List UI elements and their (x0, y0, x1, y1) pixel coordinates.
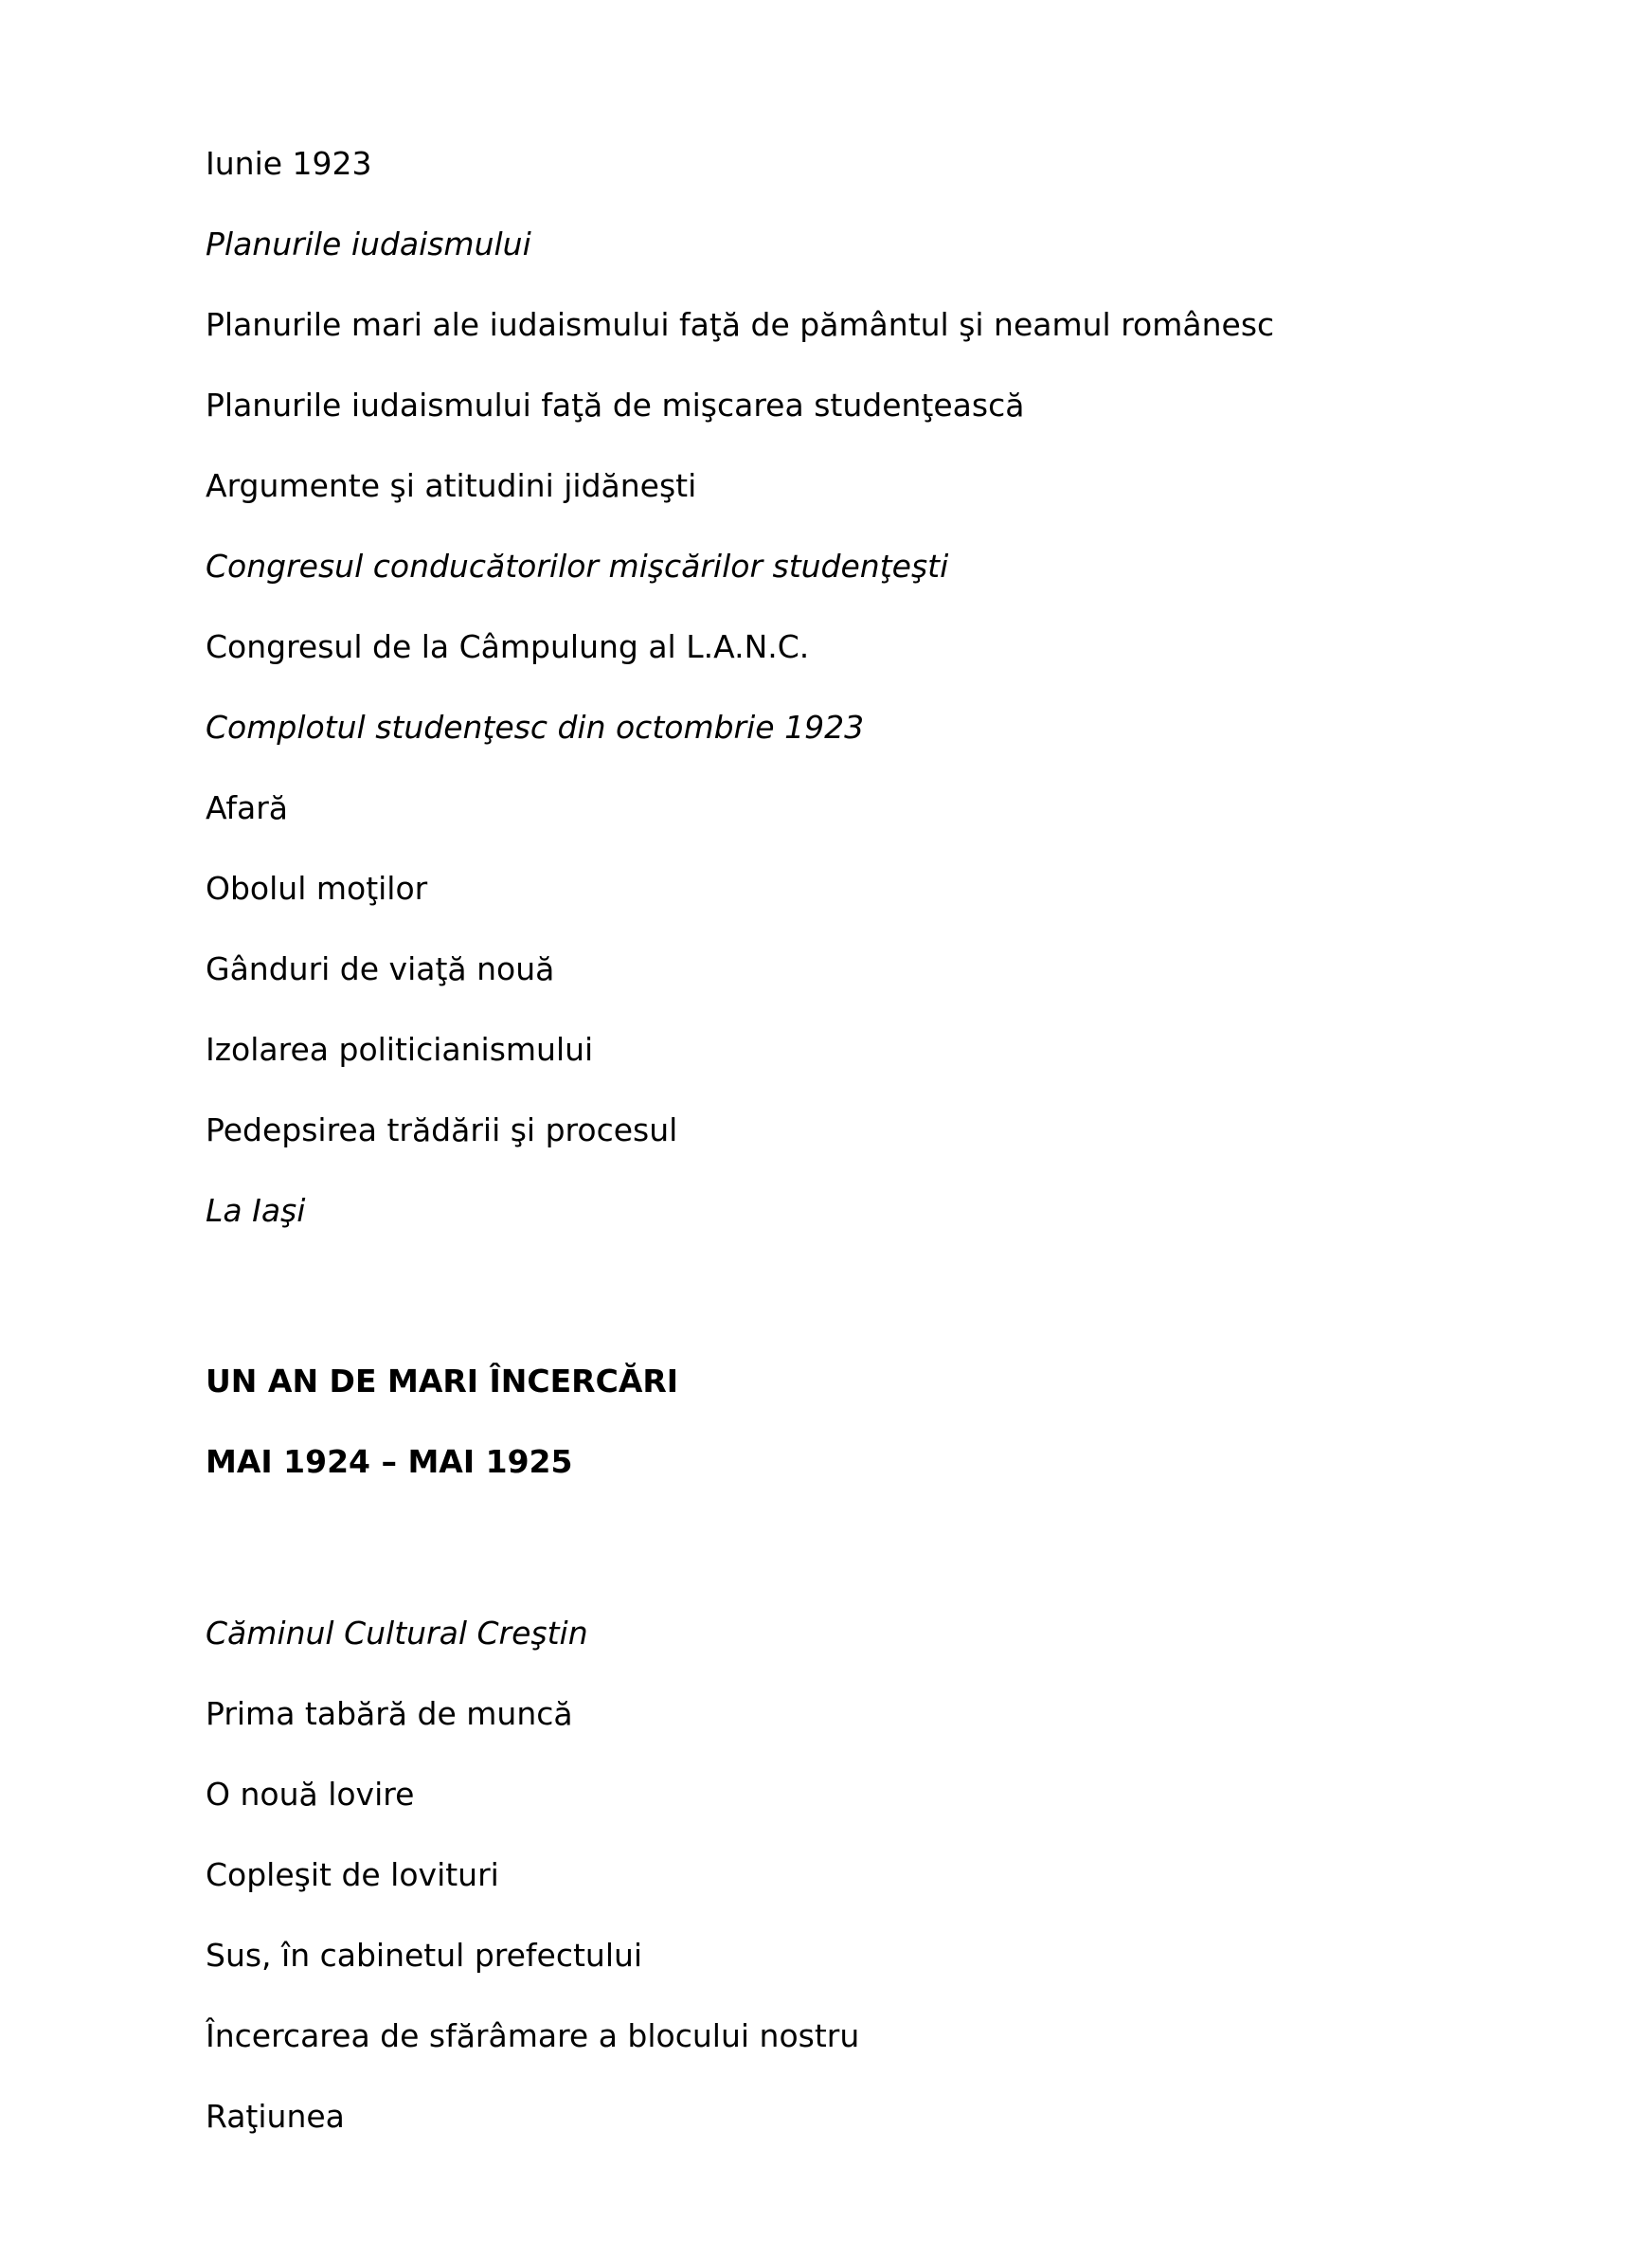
toc-entry: Planurile iudaismului faţă de mişcarea studenţească (206, 387, 1025, 424)
toc-entry: Pedepsirea trădării şi procesul (206, 1111, 678, 1148)
toc-entry: Izolarea politicianismului (206, 1031, 594, 1068)
toc-entry: Planurile mari ale iudaismului faţă de pământul şi neamul românesc (206, 306, 1275, 343)
toc-entry-italic: Congresul conducătorilor mişcărilor studenţeşti (206, 548, 949, 585)
toc-entry-italic: Complotul studenţesc din octombrie 1923 (206, 709, 865, 746)
toc-entry: O nouă lovire (206, 1776, 415, 1813)
toc-entry: Raţiunea (206, 2098, 345, 2135)
toc-entry-italic: Planurile iudaismului (206, 226, 531, 262)
chapter-dates: MAI 1924 – MAI 1925 (206, 1443, 573, 1480)
section-date: Iunie 1923 (206, 145, 372, 182)
toc-entry: Copleşit de lovituri (206, 1856, 499, 1893)
toc-entry: Congresul de la Câmpulung al L.A.N.C. (206, 628, 810, 665)
toc-entry: Argumente şi atitudini jidăneşti (206, 467, 697, 504)
toc-entry: Afară (206, 789, 289, 826)
toc-entry: Sus, în cabinetul prefectului (206, 1937, 643, 1974)
toc-entry: Gânduri de viaţă nouă (206, 950, 555, 987)
toc-entry: Obolul moţilor (206, 870, 428, 907)
toc-entry-italic: Căminul Cultural Creştin (206, 1615, 588, 1652)
chapter-title: UN AN DE MARI ÎNCERCĂRI (206, 1363, 679, 1399)
toc-entry: Prima tabără de muncă (206, 1695, 573, 1732)
toc-entry-italic: La Iaşi (206, 1192, 306, 1229)
toc-entry: Încercarea de sfărâmare a blocului nostru (206, 2017, 860, 2054)
